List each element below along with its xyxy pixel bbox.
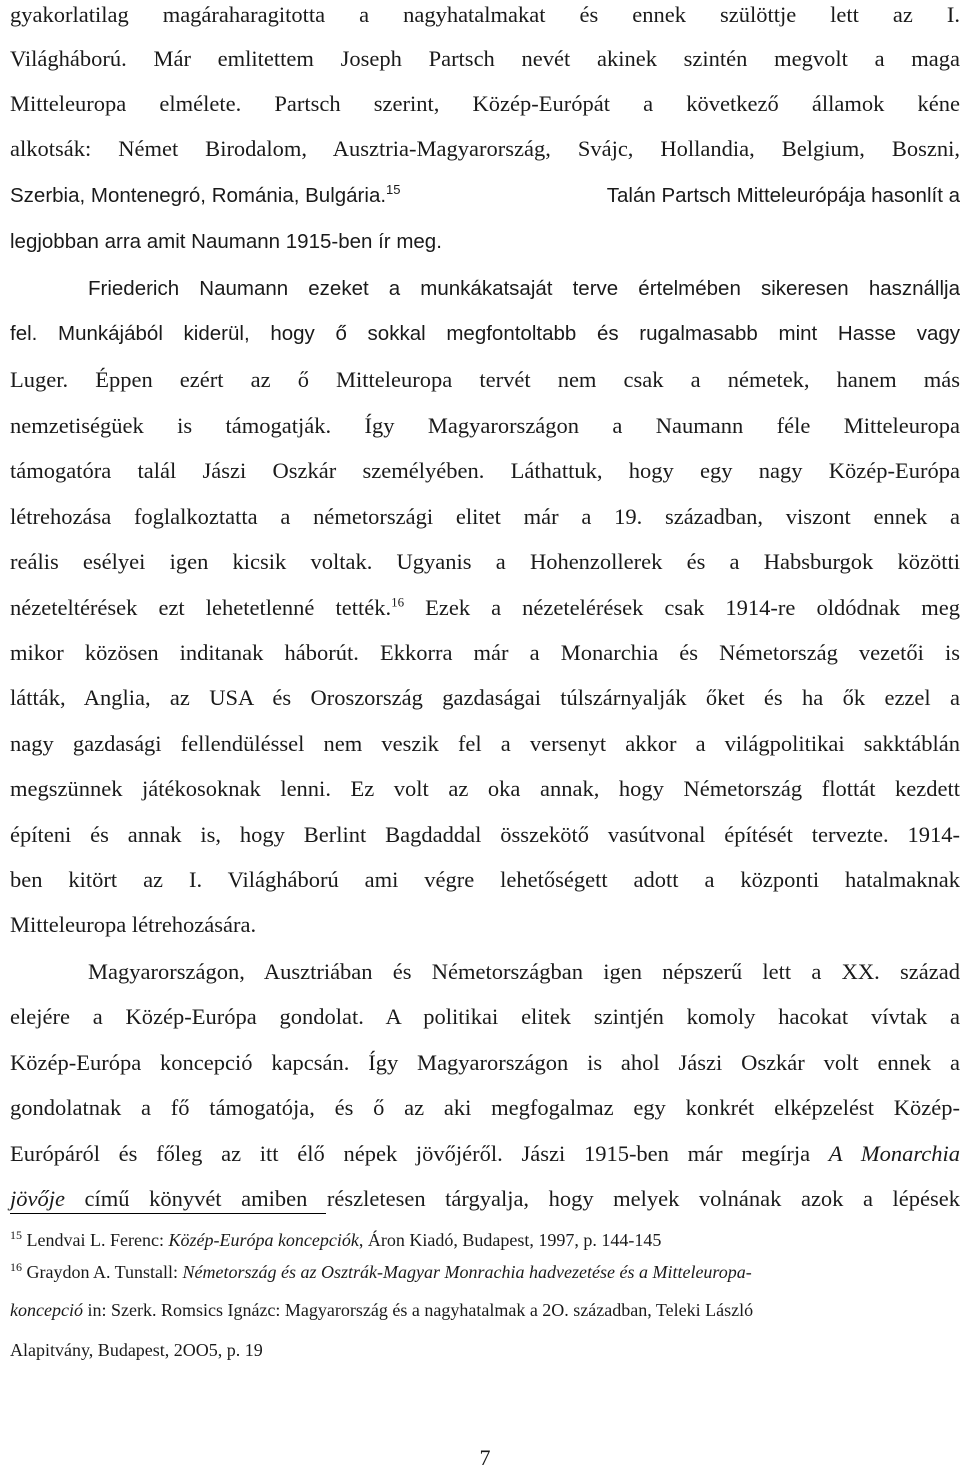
text-line: Világháború. Már emlitettem Joseph Partsch nevét akinek szintén megvolt a maga <box>10 46 960 71</box>
footnote-15 <box>10 1227 960 1253</box>
text-segment: Talán Partsch Mitteleurópája hasonlít a <box>606 184 960 207</box>
text-line <box>10 1139 960 1169</box>
text-line: mikor közösen inditanak háborút. Ekkorra már a Monarchia és Németország vezetői is <box>10 640 960 665</box>
footnote-number: 15 <box>10 1228 22 1242</box>
text-line <box>10 593 960 623</box>
text-line: megszünnek játékosoknak lenni. Ez volt az oka annak, hogy Németország flottát kezdett <box>10 776 960 801</box>
page-number: 7 <box>479 1445 491 1470</box>
text-line: elejére a Közép-Európa gondolat. A politikai elitek szintjén komoly hacokat vívtak a <box>10 1004 960 1029</box>
italic-title: A Monarchia <box>828 1141 960 1166</box>
footnote-number: 16 <box>10 1260 22 1274</box>
italic-title: jövője <box>10 1186 65 1211</box>
text-line: fel. Munkájából kiderül, hogy ő sokkal megfontoltabb és rugalmasabb mint Hasse vagy <box>10 322 960 345</box>
footnote-title: Németország és az Osztrák-Magyar Monrachia hadvezetése és a Mitteleuropa- <box>182 1262 752 1282</box>
text-line: támogatóra talál Jászi Oszkár személyében. Láthattuk, hogy egy nagy Közép-Európa <box>10 458 960 483</box>
text-line: Mitteleuropa elmélete. Partsch szerint, Közép-Európát a következő államok kéne <box>10 91 960 116</box>
text-segment: Európáról és főleg az itt élő népek jövőjéről. Jászi 1915-ben már megírja <box>10 1141 829 1166</box>
text-line: nagy gazdasági fellendüléssel nem veszik fel a versenyt akkor a világpolitikai sakktáblán <box>10 731 960 756</box>
text-line: nemzetiségüek is támogatják. Így Magyarországon a Naumann féle Mitteleuropa <box>10 413 960 438</box>
footnote-16-cont: Alapitvány, Budapest, 2OO5, p. 19 <box>10 1340 263 1360</box>
text-line: legjobban arra amit Naumann 1915-ben ír meg. <box>10 230 442 253</box>
footnote-text: in: Szerk. Romsics Ignázc: Magyarország és a nagyhatalmak a 2O. században, Teleki László <box>82 1300 754 1320</box>
text-line: Friederich Naumann ezeket a munkákatsaját terve értelmében sikeresen használlja <box>88 277 960 300</box>
text-line: Magyarországon, Ausztriában és Németországban igen népszerű lett a XX. század <box>88 959 960 984</box>
text-line: alkotsák: Német Birodalom, Ausztria-Magyarország, Svájc, Hollandia, Belgium, Boszni, <box>10 136 960 161</box>
text-line: gyakorlatilag magáraharagitotta a nagyhatalmakat és ennek szülöttje lett az I. <box>10 2 960 27</box>
footnote-title: Közép-Európa koncepciók <box>168 1230 359 1250</box>
text-line: reális esélyei igen kicsik voltak. Ugyanis a Hohenzollerek és a Habsburgok közötti <box>10 549 960 574</box>
text-line: látták, Anglia, az USA és Oroszország gazdaságai túlszárnyalják őket és ha ők ezzel a <box>10 685 960 710</box>
text-segment: nézeteltérések ezt lehetetlenné tették. <box>10 595 392 620</box>
text-line <box>10 1184 960 1214</box>
footnote-16 <box>10 1259 960 1285</box>
text-line <box>10 181 960 211</box>
footnote-ref: 15 <box>386 182 401 198</box>
text-line: gondolatnak a fő támogatója, és ő az aki megfogalmaz egy konkrét elképzelést Közép- <box>10 1095 960 1120</box>
text-line: Luger. Éppen ezért az ő Mitteleuropa tervét nem csak a németek, hanem más <box>10 367 960 392</box>
text-line: ben kitört az I. Világháború ami végre lehetőségett adott a központi hatalmaknak <box>10 867 960 892</box>
text-line: Közép-Európa koncepció kapcsán. Így Magyarországon is ahol Jászi Oszkár volt ennek a <box>10 1050 960 1075</box>
text-segment: Szerbia, Montenegró, Románia, Bulgária. <box>10 184 387 207</box>
text-line: építeni és annak is, hogy Berlint Bagdaddal összekötő vasútvonal építését tervezte. 1914- <box>10 822 960 847</box>
text-line: létrehozása foglalkoztatta a németországi elitet már a 19. században, viszont ennek a <box>10 504 960 529</box>
footnote-16-cont <box>10 1297 960 1323</box>
text-segment: című könyvét amiben részletesen tárgyalja, hogy melyek volnának azok a lépések <box>64 1186 960 1211</box>
footnote-ref: 16 <box>391 594 405 610</box>
footnote-text: , Áron Kiadó, Budapest, 1997, p. 144-145 <box>358 1230 662 1250</box>
footnote-text: Lendvai L. Ferenc: <box>22 1230 169 1250</box>
footnote-text: Graydon A. Tunstall: <box>22 1262 183 1282</box>
footnote-separator <box>10 1213 326 1214</box>
text-segment: Ezek a nézetelérések csak 1914-re oldódnak meg <box>404 595 960 620</box>
text-line: Mitteleuropa létrehozására. <box>10 912 257 937</box>
footnote-title: koncepció <box>10 1300 83 1320</box>
